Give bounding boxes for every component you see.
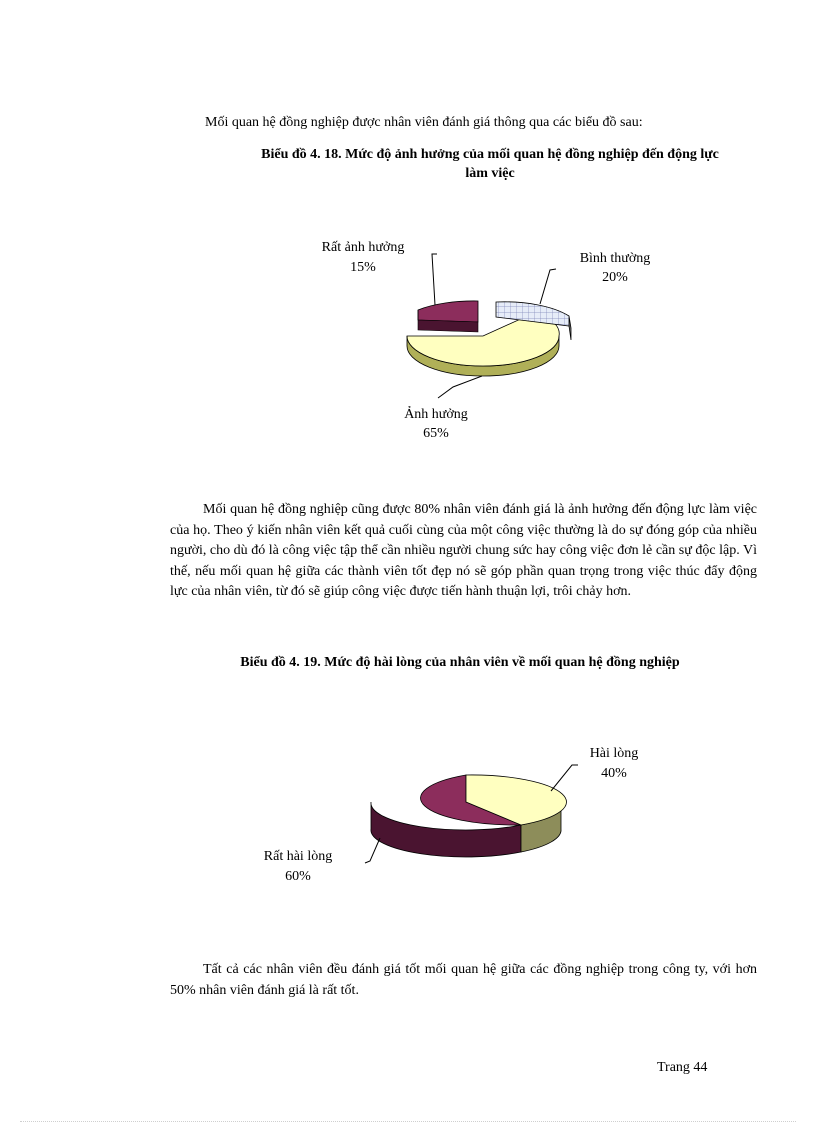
pie-2-label-rathailong-value: 60% <box>285 869 311 884</box>
pie-1-label-binhthuong-name: Bình thường <box>579 251 651 266</box>
pie-1-slice-ratanhhuong <box>418 301 478 322</box>
pie-2-label-hailong-name: Hài lòng <box>589 746 639 761</box>
pie-2-label-rathailong-name: Rất hài lòng <box>263 849 333 864</box>
paragraph-2: Tất cả các nhân viên đều đánh giá tốt mối quan hệ giữa các đồng nghiệp trong công ty, với hơn 50% nhân viên đánh giá là rất tốt. <box>170 962 757 998</box>
page-number: Trang 44 <box>657 1060 708 1075</box>
page-bottom-border <box>20 1121 796 1122</box>
chart-1-title-line-2: làm việc <box>465 166 515 181</box>
pie-1-label-ratanhhuong-value: 15% <box>350 260 376 275</box>
pie-chart-1 <box>322 240 651 441</box>
chart-1-title-line-1: Biểu đồ 4. 18. Mức độ ảnh hưởng của mối quan hệ đồng nghiệp đến động lực <box>261 147 719 162</box>
pie-1-label-anhhuong-name: Ảnh hưởng <box>404 407 468 422</box>
pie-1-label-ratanhhuong-name: Rất ảnh hưởng <box>321 240 405 255</box>
pie-2-label-hailong-value: 40% <box>601 766 627 781</box>
paragraph-1: Mối quan hệ đồng nghiệp cũng được 80% nhân viên đánh giá là ảnh hưởng đến động lực làm việc của họ. Theo ý kiến nhân viên kết quả cuối cùng của một công việc thường là do sự đóng góp của nhiều người, cho dù đó là công việc tập thể cần nhiều người chung sức hay công việc đơn lẻ cần sự độc lập. Vì thế, nếu mối quan hệ giữa các thành viên tốt đẹp nó sẽ góp phần quan trọng trong việc thúc đẩy động lực của nhân viên, từ đó sẽ giúp công việc được tiến hành thuận lợi, trôi chảy hơn. <box>170 502 757 599</box>
pie-1-label-anhhuong-value: 65% <box>423 426 449 441</box>
pie-1-label-binhthuong-value: 20% <box>602 270 628 285</box>
pie-chart-2 <box>264 746 639 884</box>
chart-2-title: Biểu đồ 4. 19. Mức độ hài lòng của nhân viên về mối quan hệ đồng nghiệp <box>240 655 680 670</box>
intro-text: Mối quan hệ đồng nghiệp được nhân viên đánh giá thông qua các biểu đồ sau: <box>205 115 643 130</box>
